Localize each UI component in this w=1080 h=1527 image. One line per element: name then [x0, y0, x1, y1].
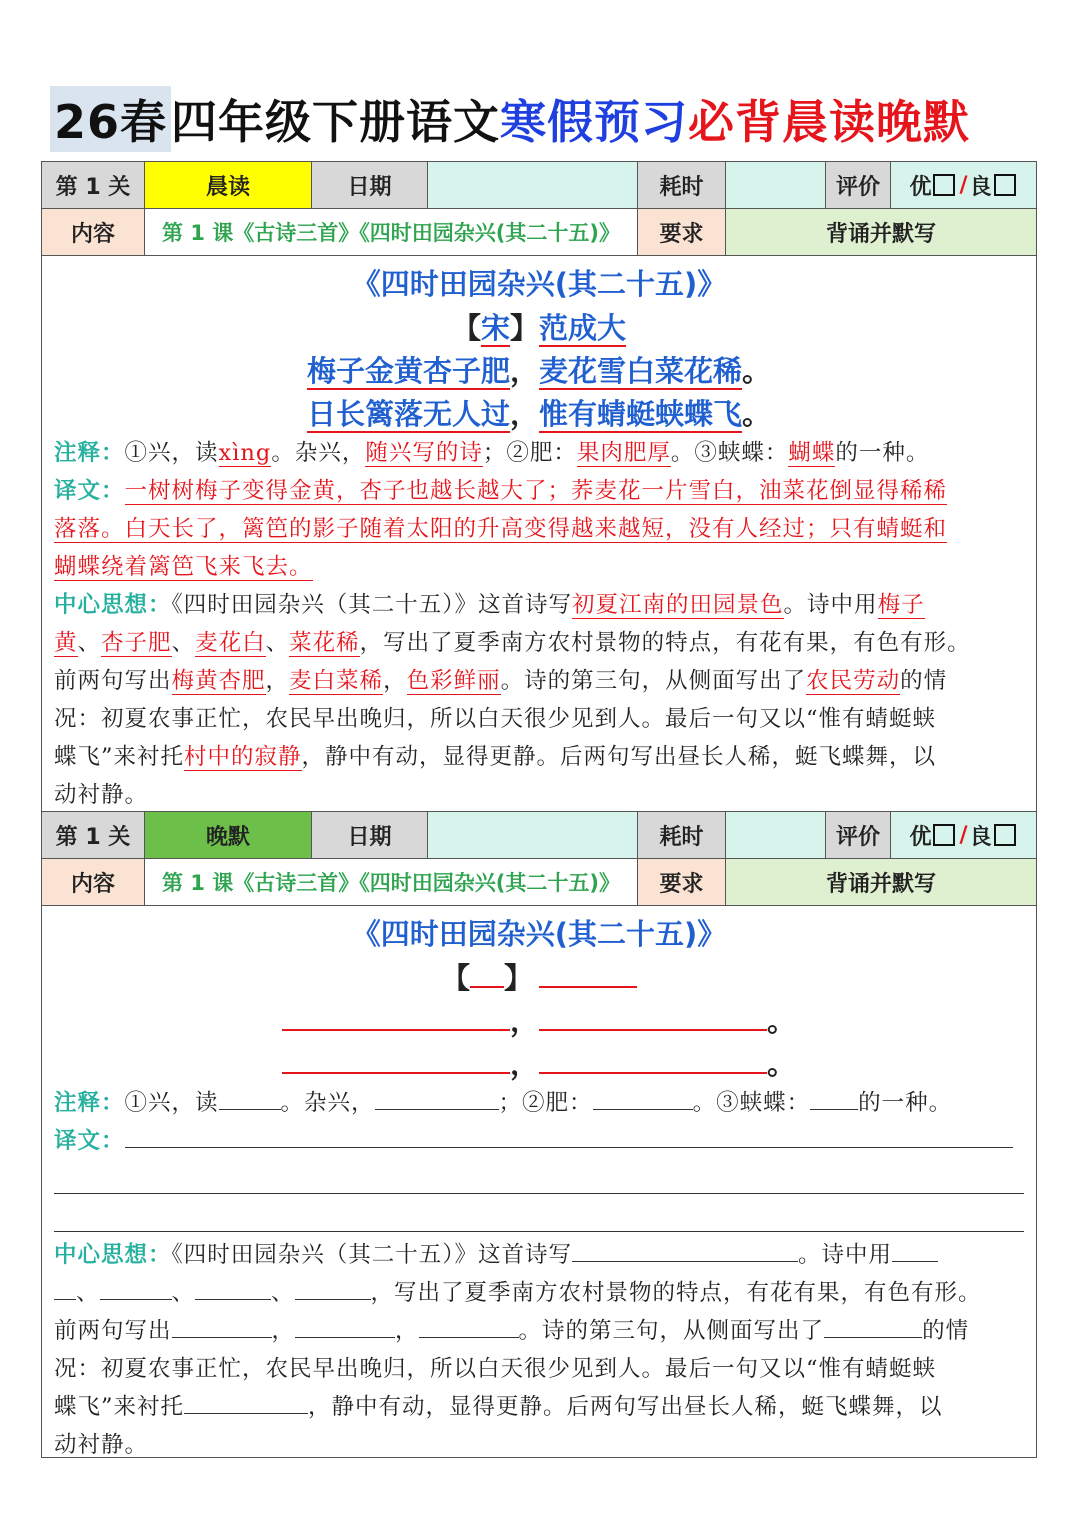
notes-text-4: 。③蛱蝶： [670, 440, 789, 466]
notes-label-2: 注释： [54, 1090, 125, 1116]
evening-body [42, 906, 1036, 1457]
theme-key-6: 梅黄杏肥 [171, 668, 266, 694]
time-field[interactable] [726, 162, 826, 208]
eval-ok-checkbox-2[interactable] [994, 824, 1016, 846]
translation-line-3: 蝴蝶绕着篱笆飞来飞去。 [54, 554, 313, 580]
translation [54, 472, 1026, 586]
theme-blank-2[interactable] [892, 1241, 938, 1262]
notes-key-1: 随兴写的诗 [365, 440, 483, 466]
notes-text-2: 。杂兴， [271, 440, 366, 466]
theme-label: 中心思想： [54, 592, 172, 618]
content-label: 内容 [42, 209, 145, 255]
content-label-2: 内容 [42, 859, 145, 905]
theme-key-1: 初夏江南的田园景色 [572, 592, 784, 618]
eval-good-checkbox-2[interactable] [933, 824, 955, 846]
translation-blank-3[interactable] [54, 1231, 1024, 1232]
theme-text-8: 蝶飞”来衬托 [54, 744, 185, 770]
req-value-2: 背诵并默写 [726, 859, 1036, 905]
theme-comma-2: ， [383, 668, 407, 694]
theme-blank-7[interactable] [295, 1317, 395, 1338]
poem-line-2 [42, 392, 1036, 433]
theme-blank-1[interactable] [572, 1241, 798, 1262]
notes-blank-text-4: 。③蛱蝶： [692, 1090, 811, 1116]
theme-key-3: 杏子肥 [101, 630, 172, 656]
notes-blank-text-3: ；②肥： [498, 1090, 593, 1116]
theme-blank-2b[interactable] [54, 1279, 76, 1300]
theme-text-1: 《四时田园杂兴（其二十五）》这首诗写 [171, 592, 573, 618]
poem-title: 《四时田园杂兴(其二十五)》 [351, 267, 727, 301]
poem-author-line [42, 306, 1036, 347]
poem-blank-line-1 [42, 999, 1036, 1040]
eval-label: 评价 [826, 162, 891, 208]
evening-header-row [42, 812, 1036, 859]
theme-comma-b1: ， [271, 1318, 296, 1344]
theme-blank-6[interactable] [172, 1317, 272, 1338]
date-label: 日期 [312, 162, 428, 208]
theme-blank-text-10: 动衬静。 [54, 1432, 149, 1458]
mode-evening: 晚默 [145, 812, 312, 858]
eval-good-label: 优 [909, 174, 932, 200]
theme-key-8: 色彩鲜丽 [406, 668, 501, 694]
theme-key-2b: 黄 [54, 630, 78, 656]
notes-key-3: 蝴蝶 [788, 440, 836, 466]
theme-key-10: 村中的寂静 [184, 744, 302, 770]
poem-blank-1b[interactable] [539, 1009, 767, 1031]
theme-sep-1: 、 [77, 630, 102, 656]
notes-text-3: ；②肥： [482, 440, 577, 466]
theme-key-9: 农民劳动 [806, 668, 901, 694]
theme-blank-8[interactable] [419, 1317, 519, 1338]
poem-author: 范成大 [539, 311, 627, 345]
notes [54, 434, 1026, 472]
poem-comma-1: ， [509, 354, 539, 388]
theme-key-2: 梅子 [877, 592, 925, 618]
notes-blank-text-5: 的一种。 [858, 1090, 953, 1116]
poem-comma-2: ， [509, 397, 539, 431]
poem-line-2a: 日长篱落无人过 [306, 397, 510, 431]
eval-ok-label-2: 良 [969, 824, 992, 850]
morning-header-row [42, 162, 1036, 209]
theme-sep-2: 、 [171, 630, 196, 656]
notes-pinyin: xìng [218, 440, 272, 466]
eval-good-checkbox[interactable] [933, 174, 955, 196]
theme-text-7: 况：初夏农事正忙，农民早出晚归，所以白天很少见到人。最后一句又以“惟有蜻蜓蛱 [54, 706, 937, 732]
theme-blank-text-3: ，写出了夏季南方农村景物的特点，有花有果，有色有形。 [370, 1280, 982, 1306]
poem-line-1b: 麦花雪白菜花稀 [539, 354, 743, 388]
morning-body [42, 256, 1036, 812]
morning-content-row [42, 209, 1036, 256]
theme-text-4: 前两句写出 [54, 668, 172, 694]
poem-period-1: 。 [742, 354, 772, 388]
author-blank[interactable] [539, 966, 637, 988]
dynasty-blank[interactable] [470, 966, 504, 988]
translation-line-2: 落落。白天长了，篱笆的影子随着太阳的升高变得越来越短，没有人经过；只有蜻蜓和 [54, 516, 948, 542]
theme-blank-text-1: 《四时田园杂兴（其二十五）》这首诗写 [171, 1242, 573, 1268]
theme-blank-text-9: ，静中有动，显得更静。后两句写出昼长人稀，蜓飞蝶舞，以 [308, 1394, 943, 1420]
notes-blank-text-2: 。杂兴， [280, 1090, 375, 1116]
theme-blank-text-7: 况：初夏农事正忙，农民早出晚归，所以白天很少见到人。最后一句又以“惟有蜻蜓蛱 [54, 1356, 937, 1382]
eval-good-label-2: 优 [909, 824, 932, 850]
mode-morning: 晨读 [145, 162, 312, 208]
time-label-2: 耗时 [638, 812, 726, 858]
title-recite: 必背晨读晚默 [688, 95, 971, 149]
poem-line-1 [42, 349, 1036, 390]
theme-comma-1: ， [265, 668, 290, 694]
notes-key-2: 果肉肥厚 [576, 440, 671, 466]
translation-label-2: 译文： [54, 1128, 125, 1154]
zaxing-blank[interactable] [375, 1089, 499, 1110]
time-label: 耗时 [638, 162, 726, 208]
dynasty-bracket-open: 【 [451, 311, 481, 345]
poem-dynasty: 宋 [480, 311, 510, 345]
eval-options [891, 162, 1036, 208]
blank-period-2: 。 [767, 1047, 797, 1081]
poem-blank-line-2 [42, 1042, 1036, 1083]
eval-slash-2: / [959, 822, 968, 848]
theme-blank-9[interactable] [824, 1317, 922, 1338]
worksheet [41, 161, 1037, 1458]
theme-sep-3: 、 [265, 630, 290, 656]
theme-comma-b2: ， [395, 1318, 419, 1344]
content-value-2: 第 1 课《古诗三首》《四时田园杂兴(其二十五)》 [145, 859, 638, 905]
theme-text-2: 。诗中用 [783, 592, 878, 618]
poem-period-2: 。 [742, 397, 772, 431]
poem-title-2: 《四时田园杂兴(其二十五)》 [351, 917, 727, 951]
title-grade-term: 26春 [50, 86, 171, 152]
translation-label: 译文： [54, 478, 125, 504]
pinyin-blank[interactable] [219, 1089, 281, 1110]
date-field-2[interactable] [428, 812, 638, 858]
evening-content-row [42, 859, 1036, 906]
dynasty-bracket-close: 】 [510, 311, 540, 345]
req-label-2: 要求 [638, 859, 726, 905]
theme-blank-4[interactable] [195, 1279, 271, 1300]
theme-text-9: ，静中有动，显得更静。后两句写出昼长人稀，蜓飞蝶舞，以 [301, 744, 937, 770]
poem-blank-2a[interactable] [282, 1052, 510, 1074]
blank-comma-2: ， [509, 1047, 539, 1081]
level-label-2: 第 1 关 [42, 812, 145, 858]
theme-key-4: 麦花白 [195, 630, 266, 656]
theme-blank-5[interactable] [295, 1279, 371, 1300]
content-value: 第 1 课《古诗三首》《四时田园杂兴(其二十五)》 [145, 209, 638, 255]
poem-line-1a: 梅子金黄杏子肥 [306, 354, 510, 388]
fei-blank[interactable] [593, 1089, 693, 1110]
theme [54, 586, 1026, 814]
poem-blank-1a[interactable] [282, 1009, 510, 1031]
theme-blank-text-6: 的情 [922, 1318, 970, 1344]
theme-blank [54, 1236, 1026, 1464]
theme-blank-3[interactable] [100, 1279, 172, 1300]
notes-text-1: ①兴，读 [124, 440, 219, 466]
theme-key-7: 麦白菜稀 [289, 668, 384, 694]
theme-blank-text-4: 前两句写出 [54, 1318, 172, 1344]
notes-label: 注释： [54, 440, 125, 466]
blank-period-1: 。 [767, 1004, 797, 1038]
eval-options-2 [891, 812, 1036, 858]
theme-text-10: 动衬静。 [54, 782, 149, 808]
eval-ok-label: 良 [969, 174, 992, 200]
eval-label-2: 评价 [826, 812, 891, 858]
theme-label-2: 中心思想： [54, 1242, 172, 1268]
eval-ok-checkbox[interactable] [994, 174, 1016, 196]
theme-pause-3: 、 [271, 1280, 295, 1306]
dynasty-bracket-open-2: 【 [440, 961, 470, 995]
theme-blank-text-8: 蝶飞”来衬托 [54, 1394, 185, 1420]
page-title [50, 82, 970, 156]
req-value: 背诵并默写 [726, 209, 1036, 255]
theme-text-5: 。诗的第三句，从侧面写出了 [500, 668, 807, 694]
poem-blank-2b[interactable] [539, 1052, 767, 1074]
translation-blank-2[interactable] [54, 1193, 1024, 1194]
req-label: 要求 [638, 209, 726, 255]
title-preview: 寒假预习 [500, 95, 689, 149]
notes-blank-text-1: ①兴，读 [124, 1090, 219, 1116]
author-blank-line [42, 956, 1036, 997]
theme-text-6: 的情 [900, 668, 948, 694]
title-subject: 四年级下册语文 [171, 95, 501, 149]
theme-key-5: 菜花稀 [289, 630, 360, 656]
theme-pause-1: 、 [76, 1280, 100, 1306]
translation-blank-1[interactable] [125, 1127, 1013, 1148]
notes-text-5: 的一种。 [835, 440, 930, 466]
blank-comma-1: ， [509, 1004, 539, 1038]
level-label: 第 1 关 [42, 162, 145, 208]
date-label-2: 日期 [312, 812, 428, 858]
eval-slash: / [959, 172, 968, 198]
translation-line-1: 一树树梅子变得金黄，杏子也越长越大了；荞麦花一片雪白，油菜花倒显得稀稀 [124, 478, 948, 504]
theme-blank-text-2: 。诗中用 [798, 1242, 893, 1268]
time-field-2[interactable] [726, 812, 826, 858]
theme-blank-10[interactable] [184, 1393, 308, 1414]
date-field[interactable] [428, 162, 638, 208]
dynasty-bracket-close-2: 】 [504, 961, 534, 995]
theme-blank-text-5: 。诗的第三句，从侧面写出了 [518, 1318, 825, 1344]
theme-pause-2: 、 [171, 1280, 196, 1306]
theme-text-3: ，写出了夏季南方农村景物的特点，有花有果，有色有形。 [359, 630, 971, 656]
translation-blank [54, 1122, 1026, 1160]
notes-blank [54, 1084, 1026, 1122]
jiadie-blank[interactable] [810, 1089, 858, 1110]
poem-line-2b: 惟有蜻蜓蛱蝶飞 [539, 397, 743, 431]
